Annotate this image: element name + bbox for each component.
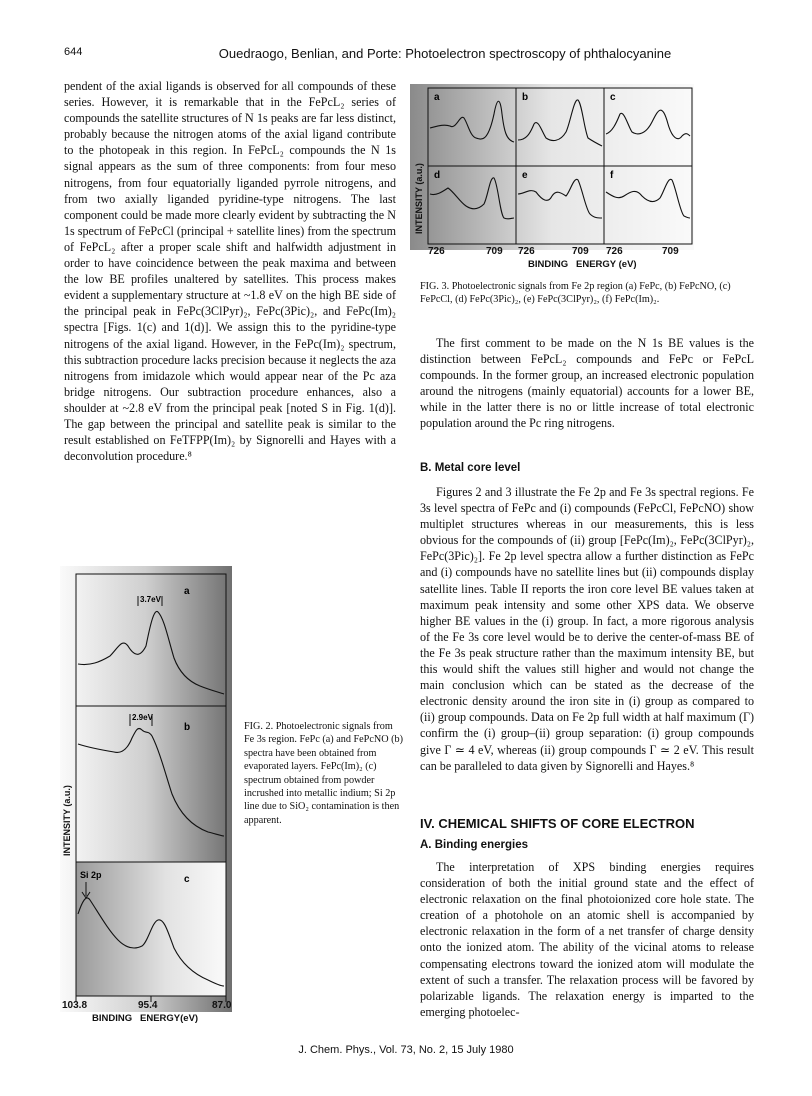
fig3-xlabel: BINDING ENERGY (eV) bbox=[528, 259, 637, 270]
fig3-label-a: a bbox=[434, 92, 440, 103]
fig2-tick-row bbox=[60, 1000, 260, 1014]
fig2-label-b: b bbox=[184, 722, 191, 733]
fig2-label-a: a bbox=[184, 586, 190, 597]
fig2-label-c: c bbox=[184, 874, 190, 885]
fig2-xlabel: BINDING ENERGY(eV) bbox=[92, 1013, 199, 1024]
right-paragraph-3: The interpretation of XPS binding energies requires consideration of both the initial ground state and the effect of electronic relaxation on the final photoionized core hole state. The creation of a photohole on an atomic shell is accompanied by electronic relaxation in the form of a net transfer of charge density onto the ionized atom. The ability of the vicinal atoms to release compensating electrons toward the ionized atom will modulate the extent of such a transfer. The relaxation process will be favored by polarizable ligands. The relaxation energy is imparted to the emerging photoelec- bbox=[420, 860, 754, 1019]
fig3-tick-3: 726 bbox=[518, 246, 535, 257]
figure-2 bbox=[60, 566, 232, 1012]
section-heading-a: A. Binding energies bbox=[420, 839, 528, 851]
fig2-annot-c: Si 2p bbox=[80, 870, 102, 880]
fig3-label-d: d bbox=[434, 170, 441, 181]
fig3-caption: FIG. 3. Photoelectronic signals from Fe 2p region (a) FePc, (b) FePcNO, (c) FePcCl, (d) FePc(3Pic)₂, (e) FePc(3ClPyr)₂, (f) FePc(Im)₂. bbox=[420, 281, 731, 306]
right-column-bottom bbox=[420, 859, 754, 1020]
right-column-mid bbox=[420, 484, 754, 774]
fig3-ylabel: INTENSITY (a.u.) bbox=[414, 163, 424, 234]
fig3-tick-row bbox=[410, 246, 694, 260]
right-paragraph-1: The first comment to be made on the N 1s BE values is the distinction between FePcL₂ compounds and FePc or FePcL compounds. In the former group, an increased electronic population around the nitrogens (mainly equatorial) accounts for a lower BE, while in the latter there is no or little increase of total electronic population around the Pc ring nitrogens. bbox=[420, 336, 754, 431]
left-column-text bbox=[64, 78, 396, 464]
fig3-label-b: b bbox=[522, 92, 529, 103]
section-heading-b: B. Metal core level bbox=[420, 462, 521, 474]
fig3-tick-2: 709 bbox=[486, 246, 503, 257]
fig3-tick-1: 726 bbox=[428, 246, 445, 257]
right-column-top bbox=[420, 335, 754, 432]
page-number: 644 bbox=[64, 46, 83, 58]
fig2-annot-a: 3.7eV bbox=[140, 595, 161, 604]
fig3-label-c: c bbox=[610, 92, 616, 103]
section-heading-iv: IV. CHEMICAL SHIFTS OF CORE ELECTRON bbox=[420, 816, 695, 831]
fig3-tick-6: 709 bbox=[662, 246, 679, 257]
fig3-label-f: f bbox=[610, 170, 614, 181]
journal-footer: J. Chem. Phys., Vol. 73, No. 2, 15 July 1980 bbox=[298, 1044, 514, 1056]
fig3-label-e: e bbox=[522, 170, 528, 181]
right-paragraph-2: Figures 2 and 3 illustrate the Fe 2p and Fe 3s spectral regions. Fe 3s level spectra of FePc and (i) compounds (FePcCl, FePcNO) show multiplet structures whereas in our measurements, this is less obvious for the compounds of (ii) group [FePc(Im)₂, FePc(3ClPyr)₂, FePc(3Pic)₂]. Fe 2p level spectra allow a further distinction as FePc and (i) compounds have no satellite lines but (ii) compounds display satellite lines. Table II reports the iron core level BE values taken at maximum peak intensity and some other XPS data. We observe higher BE values in the (i) group. In fact, a more rigorous analysis of the Fe 3s core level would be to derive the center-of-mass BE of the Fe 3s peak structure rather than the maximum intensity BE, but this would shift the values still higher and would not change the main conclusion which can be stated as the decrease of the electronic density around the iron site in (i) group as compared to (ii) group compounds. Data on Fe 2p full width at half maximum (Γ) confirm the (i) group–(ii) group separation: (i) group compounds give Γ ≃ 4 eV, whereas (ii) group compounds Γ ≃ 2 eV. This result can be paralleled to data given by Signorelli and Hayes.⁸ bbox=[420, 485, 754, 773]
running-title: Ouedraogo, Benlian, and Porte: Photoelectron spectroscopy of phthalocyanine bbox=[218, 46, 672, 61]
fig2-annot-b: 2.9eV bbox=[132, 713, 153, 722]
fig3-tick-4: 709 bbox=[572, 246, 589, 257]
left-paragraph-1: pendent of the axial ligands is observed for all compounds of these series. However, it is remarkable that in the FePcL₂ series of compounds the satellite structures of N 1s peaks are far less distinct, probably because the nitrogen atoms of the axial ligand contribute to the photopeak in this region. In FePcL₂ compounds the N 1s signal appears as the sum of three components: from four meso nitrogens, from four equatorially liganded pyrrole nitrogens, and from two axially liganded pyridine-type nitrogens. The last component could be made more clearly evident by subtracting the N 1s spectrum of FePcCl (principal + satellite lines) from the spectrum of FePcL₂ after a proper scale shift and halfwidth adjustment in order to have coincidence between the peak maxima and between the low BE profiles unaltered by satellites. This process makes evident a supplementary structure at ~1.8 eV on the high BE side of the principal peak in FePc(3ClPyr)₂, FePc(3Pic)₂, and FePc(Im)₂ spectra [Figs. 1(c) and 1(d)]. We assign this to the pyridine-type nitrogens of the axial ligand. However, in the FePc(Im)₂ spectrum, this subtraction procedure lacks precision because it neglects the aza nitrogens from imidazole which would appear near of the Pc aza bridge nitrogens. Our subtraction procedure enhances, also a shoulder at ~2.8 eV from the principal peak [noted S in Fig. 1(d)]. The gap between the principal and satellite peak is similar to the result established on FeTFPP(Im)₂ by Signorelli and Hayes with a deconvolution procedure.⁸ bbox=[64, 79, 396, 464]
fig2-ylabel: INTENSITY (a.u.) bbox=[62, 785, 72, 856]
fig3-tick-5: 726 bbox=[606, 246, 623, 257]
fig2-tick-2: 95.4 bbox=[138, 1000, 158, 1011]
fig2-caption: FIG. 2. Photoelectronic signals from Fe 3s region. FePc (a) and FePcNO (b) spectra have been obtained from evaporated layers. FePc(Im)₂ (c) spectrum obtained from powder incrushed into metallic indium; Si 2p line due to SiO₂ contamination is then apparent. bbox=[244, 721, 404, 826]
fig3-background bbox=[410, 84, 694, 250]
figure-3 bbox=[410, 84, 694, 250]
fig2-tick-1: 103.8 bbox=[62, 1000, 88, 1011]
fig2-tick-3: 87.0 bbox=[212, 1000, 232, 1011]
